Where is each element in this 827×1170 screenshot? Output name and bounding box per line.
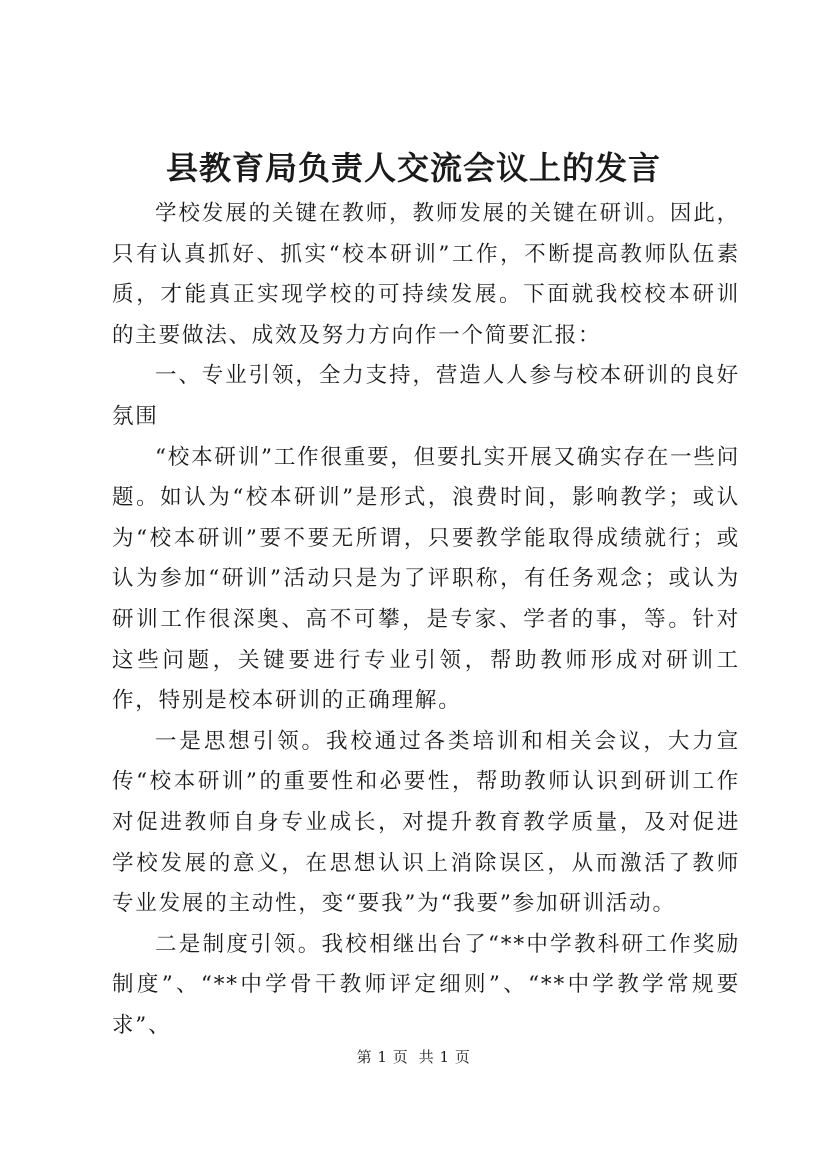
document-body (112, 194, 740, 1046)
page-footer (0, 1046, 827, 1068)
paragraph-intro: 学校发展的关键在教师，教师发展的关键在研训。因此，只有认真抓好、抓实“校本研训”工作，不断提高教师队伍素质，才能真正实现学校的可持续发展。下面就我校校本研训的主要做法、成效及努力方向作一个简要汇报： (112, 201, 740, 348)
document-title: 县教育局负责人交流会议上的发言 (165, 149, 661, 187)
paragraph-ideology-guidance: 一是思想引领。我校通过各类培训和相关会议，大力宣传“校本研训”的重要性和必要性，帮助教师认识到研训工作对促进教师自身专业成长，对提升教育教学质量，及对促进学校发展的意义，在思想认识上消除误区，从而激活了教师专业发展的主动性，变“要我”为“我要”参加研训活动。 (112, 728, 740, 917)
section-heading-1: 一、专业引领，全力支持，营造人人参与校本研训的良好氛围 (112, 363, 740, 429)
page-number: 第 1 页 共 1 页 (356, 1048, 471, 1066)
paragraph-problems: “校本研训”工作很重要，但要扎实开展又确实存在一些问题。如认为“校本研训”是形式，浪费时间，影响教学；或认为“校本研训”要不要无所谓，只要教学能取得成绩就行；或认为参加“研训”活动只是为了评职称，有任务观念；或认为研训工作很深奥、高不可攀，是专家、学者的事，等。针对这些问题，关键要进行专业引领，帮助教师形成对研训工作，特别是校本研训的正确理解。 (112, 444, 740, 714)
paragraph-system-guidance: 二是制度引领。我校相继出台了“**中学教科研工作奖励制度”、“**中学骨干教师评定细则”、“**中学教学常规要求”、 (112, 931, 740, 1038)
